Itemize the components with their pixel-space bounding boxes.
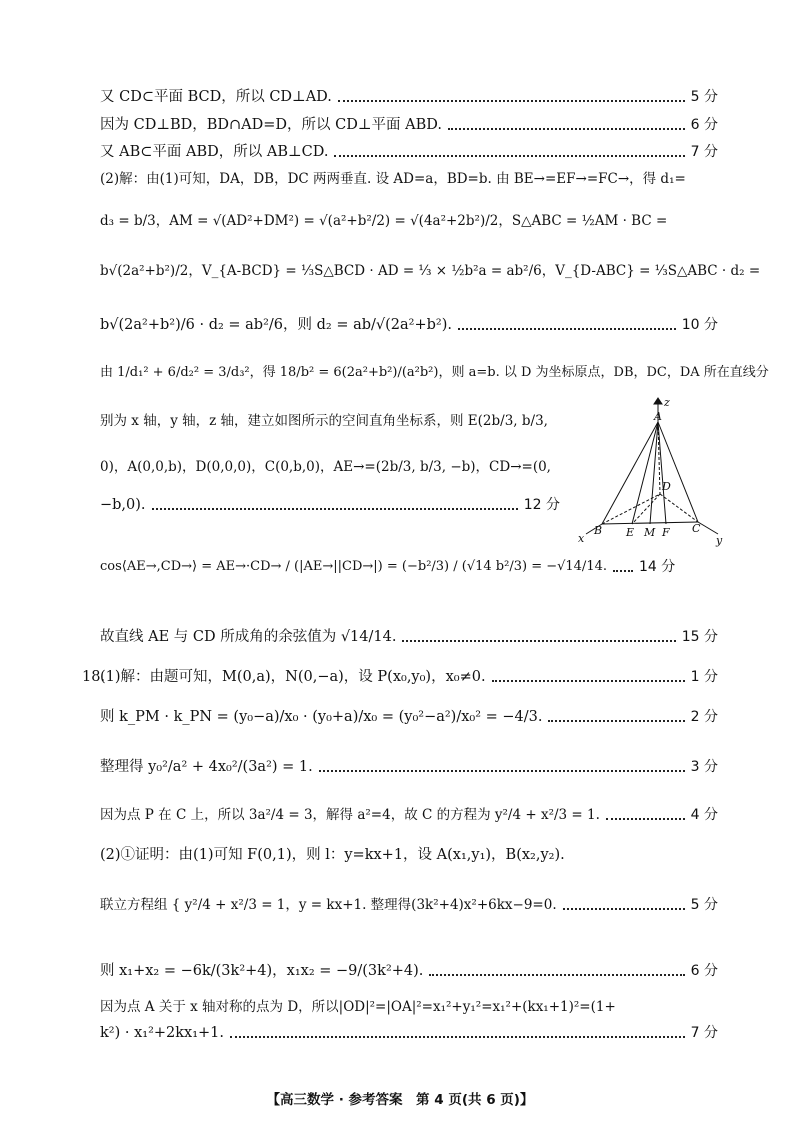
step-text: 因为点 P 在 C 上，所以 3a²/4 = 3，解得 a²=4，故 C 的方程为 y²/4 + x²/3 = 1. <box>100 807 600 823</box>
y-axis <box>698 522 718 534</box>
leader-dots <box>319 770 685 772</box>
solution-line <box>100 496 560 514</box>
score-mark: 5 分 <box>690 89 718 105</box>
question-number: 18. <box>82 669 106 685</box>
step-text: (1)解：由题可知，M(0,a)，N(0,−a)，设 P(x₀,y₀)，x₀≠0. <box>100 669 486 685</box>
solution-line <box>100 668 718 686</box>
leader-dots <box>230 1036 685 1038</box>
step-text: 联立方程组 { y²/4 + x²/3 = 1，y = kx+1. 整理得(3k²+4)x²+6kx−9=0. <box>100 897 557 913</box>
leader-dots <box>563 908 685 910</box>
step-text: 整理得 y₀²/a² + 4x₀²/(3a²) = 1. <box>100 759 313 775</box>
score-mark: 12 分 <box>523 497 560 513</box>
step-text: −b,0). <box>100 497 146 513</box>
solution-line: 0)，A(0,0,b)，D(0,0,0)，C(0,b,0)，AE→=(2b/3, b/3, −b)，CD→=(0, <box>100 459 551 475</box>
score-mark: 3 分 <box>690 759 718 775</box>
solution-line: d₃ = b/3，AM = √(AD²+DM²) = √(a²+b²/2) = √(4a²+2b²)/2，S△ABC = ½AM · BC = <box>100 213 668 229</box>
solution-line: b√(2a²+b²)/2，V_{A-BCD} = ⅓S△BCD · AD = ⅓ × ½b²a = ab²/6，V_{D-ABC} = ⅓S△ABC · d₂ = <box>100 263 761 279</box>
leader-dots <box>548 720 684 722</box>
solution-line <box>100 116 718 134</box>
leader-dots <box>402 640 675 642</box>
solution-line <box>100 558 676 576</box>
solution-line <box>100 628 718 646</box>
leader-dots <box>338 100 685 102</box>
label-m: M <box>644 526 656 539</box>
leader-dots <box>152 508 518 510</box>
page-footer: 【高三数学 · 参考答案 第 4 页(共 6 页)】 <box>266 1092 534 1108</box>
label-x: x <box>578 532 585 545</box>
leader-dots <box>448 128 685 130</box>
solution-line <box>100 806 718 824</box>
score-mark: 1 分 <box>690 669 718 685</box>
score-mark: 4 分 <box>690 807 718 823</box>
label-z: z <box>664 396 670 409</box>
solution-line <box>100 758 718 776</box>
score-mark: 14 分 <box>639 559 676 575</box>
score-mark: 2 分 <box>690 709 718 725</box>
step-text: 因为 CD⊥BD，BD∩AD=D，所以 CD⊥平面 ABD. <box>100 117 442 133</box>
leader-dots <box>458 328 676 330</box>
solution-line: (2)解：由(1)可知，DA，DB，DC 两两垂直. 设 AD=a，BD=b. 由 BE→=EF→=FC→，得 d₁= <box>100 171 686 187</box>
leader-dots <box>606 818 685 820</box>
solution-line <box>100 896 718 914</box>
label-y: y <box>716 534 723 547</box>
step-text: k²) · x₁²+2kx₁+1. <box>100 1025 225 1041</box>
step-text: b√(2a²+b²)/6 · d₂ = ab²/6，则 d₂ = ab/√(2a²+b²). <box>100 317 452 333</box>
score-mark: 10 分 <box>681 317 718 333</box>
solution-line <box>100 88 718 106</box>
edge-ab <box>602 422 658 524</box>
label-b: B <box>594 524 603 537</box>
label-e: E <box>626 526 635 539</box>
step-text: 则 k_PM · k_PN = (y₀−a)/x₀ · (y₀+a)/x₀ = (y₀²−a²)/x₀² = −4/3. <box>100 709 543 725</box>
label-d: D <box>662 480 671 493</box>
solution-line: (2)①证明：由(1)可知 F(0,1)，则 l：y=kx+1，设 A(x₁,y₁)，B(x₂,y₂). <box>100 847 565 863</box>
leader-dots <box>613 570 633 572</box>
score-mark: 6 分 <box>690 117 718 133</box>
solution-line: 由 1/d₁² + 6/d₂² = 3/d₃²，得 18/b² = 6(2a²+b²)/(a²b²)，则 a=b. 以 D 为坐标原点，DB，DC，DA 所在直线分 <box>100 365 769 380</box>
leader-dots <box>492 680 685 682</box>
solution-line <box>100 143 718 161</box>
label-f: F <box>662 526 670 539</box>
tetrahedron-figure <box>576 396 726 546</box>
leader-dots <box>334 155 684 157</box>
solution-line <box>100 708 718 726</box>
step-text: 故直线 AE 与 CD 所成角的余弦值为 √14/14. <box>100 629 397 645</box>
solution-line <box>100 316 718 334</box>
step-text: 又 AB⊂平面 ABD，所以 AB⊥CD. <box>100 144 329 160</box>
label-c: C <box>692 522 701 535</box>
z-axis-arrow <box>654 398 662 404</box>
solution-line <box>100 962 718 980</box>
solution-line <box>100 1024 718 1042</box>
label-a: A <box>654 410 662 423</box>
step-text: cos⟨AE→,CD→⟩ = AE→·CD→ / (|AE→||CD→|) = (−b²/3) / (√14 b²/3) = −√14/14. <box>100 559 607 574</box>
score-mark: 6 分 <box>690 963 718 979</box>
score-mark: 15 分 <box>681 629 718 645</box>
solution-line: 因为点 A 关于 x 轴对称的点为 D，所以|OD|²=|OA|²=x₁²+y₁²=x₁²+(kx₁+1)²=(1+ <box>100 999 616 1015</box>
score-mark: 7 分 <box>690 144 718 160</box>
step-text: 则 x₁+x₂ = −6k/(3k²+4)，x₁x₂ = −9/(3k²+4). <box>100 963 424 979</box>
solution-line: 别为 x 轴，y 轴，z 轴，建立如图所示的空间直角坐标系，则 E(2b/3, b/3, <box>100 413 548 429</box>
score-mark: 5 分 <box>690 897 718 913</box>
leader-dots <box>429 974 684 976</box>
score-mark: 7 分 <box>690 1025 718 1041</box>
step-text: 又 CD⊂平面 BCD，所以 CD⊥AD. <box>100 89 332 105</box>
